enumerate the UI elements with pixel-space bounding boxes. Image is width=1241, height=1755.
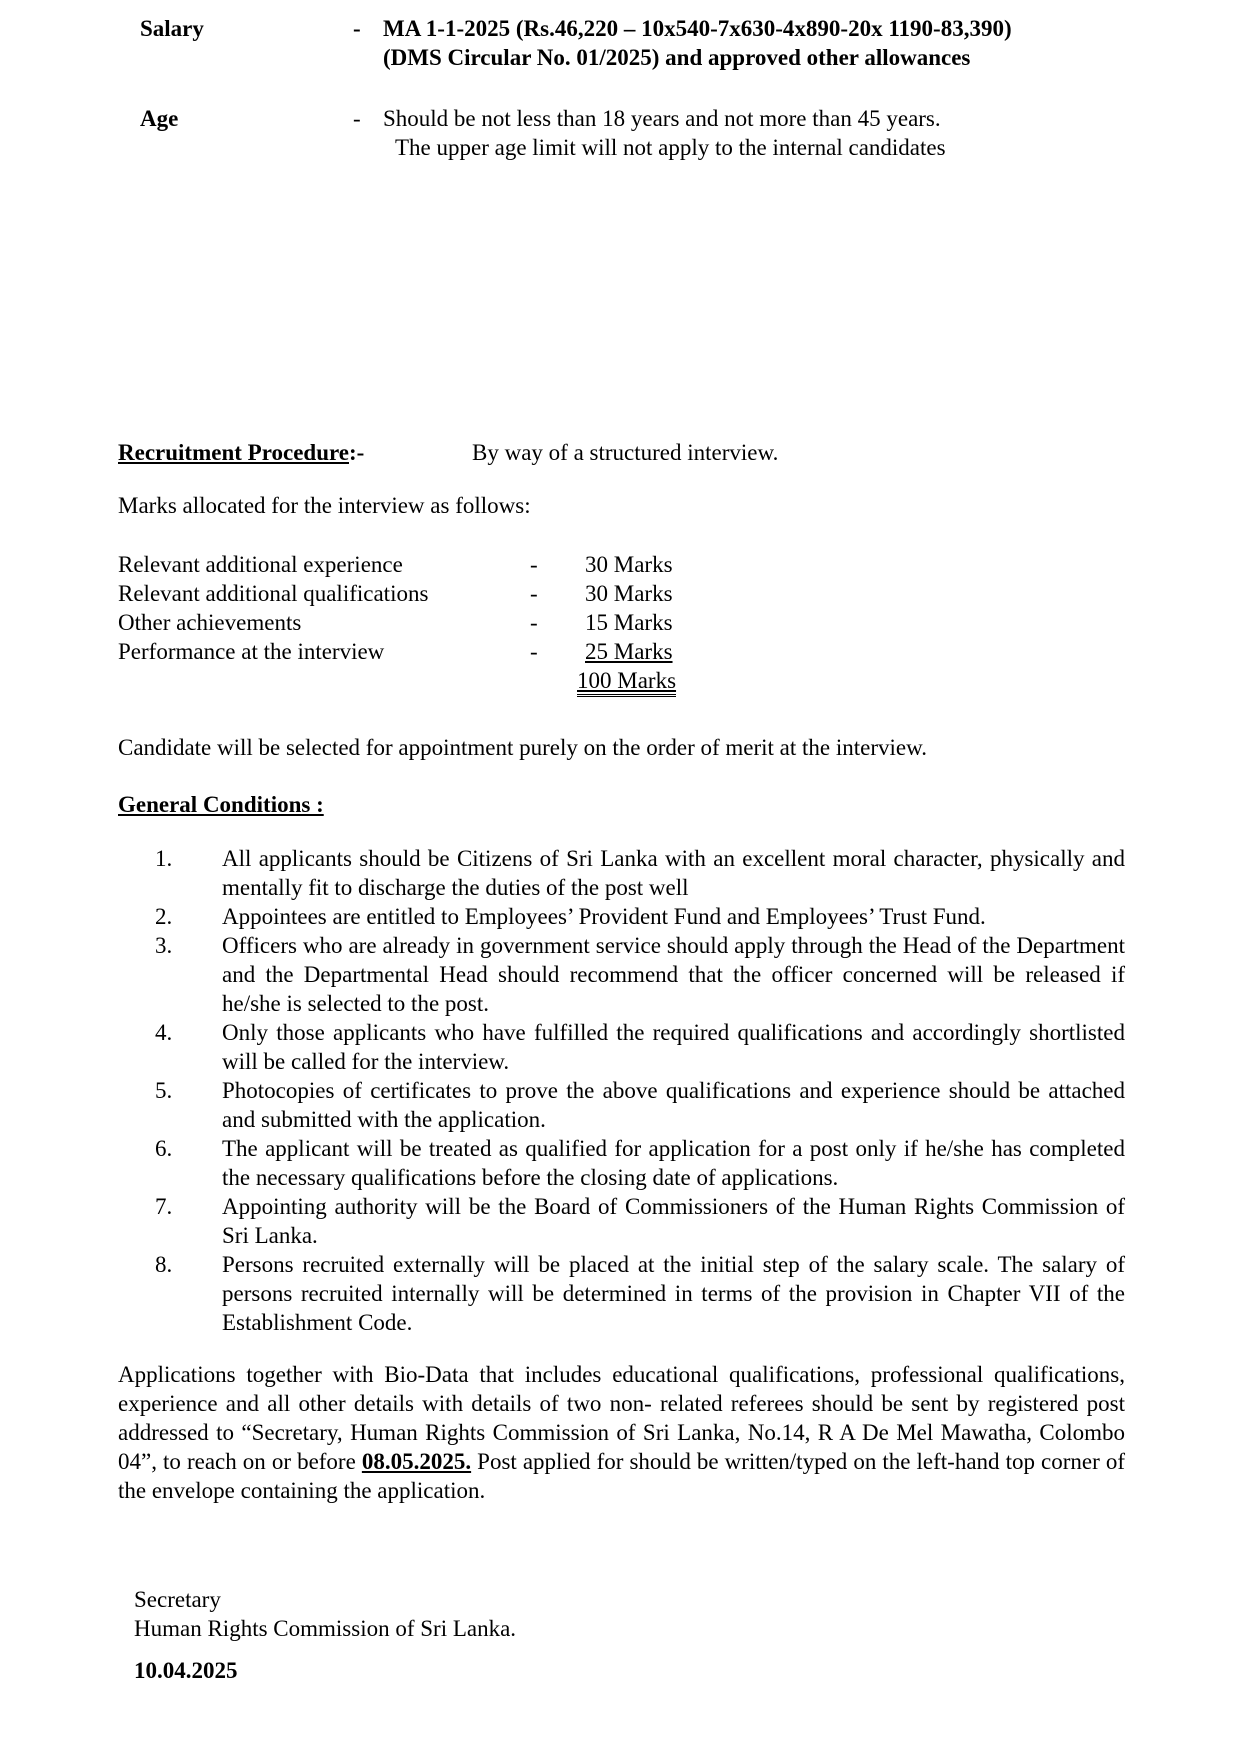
condition-text: Officers who are already in government service should apply through the Head of the Department and the Departmental Head should recommend that the officer concerned will be released if he/she is selected to the post. <box>222 933 1125 1016</box>
marks-row <box>118 608 1125 637</box>
condition-number: 6. <box>155 1136 173 1161</box>
recruitment-procedure-heading-text: Recruitment Procedure <box>118 440 349 465</box>
condition-item <box>118 1192 1125 1250</box>
age-separator: - <box>353 106 361 131</box>
age-value-line1: Should be not less than 18 years and not more than 45 years. <box>383 106 941 131</box>
general-conditions-list <box>118 844 1125 1337</box>
selection-note: Candidate will be selected for appointment purely on the order of merit at the interview. <box>118 735 927 760</box>
condition-item <box>118 931 1125 1018</box>
signature-organization: Human Rights Commission of Sri Lanka. <box>134 1616 517 1641</box>
interview-method: By way of a structured interview. <box>472 440 779 465</box>
signature-block <box>118 1585 1125 1643</box>
closing-text-after-date: Post applied for should be written/typed on the left-hand top corner of the envelope containing the application. <box>118 1449 1125 1503</box>
closing-paragraph <box>118 1360 1125 1505</box>
condition-number: 5. <box>155 1078 173 1103</box>
salary-label: Salary <box>140 16 204 41</box>
marks-row <box>118 550 1125 579</box>
signature-name: Secretary <box>134 1587 221 1612</box>
condition-text: Only those applicants who have fulfilled the required qualifications and accordingly shortlisted will be called for the interview. <box>222 1020 1125 1074</box>
marks-row-label: Performance at the interview <box>118 639 385 664</box>
marks-table <box>118 550 1125 697</box>
age-value-line2: The upper age limit will not apply to the internal candidates <box>395 135 946 160</box>
general-conditions-heading <box>118 790 1125 819</box>
condition-text: Appointing authority will be the Board of Commissioners of the Human Rights Commission of Sri Lanka. <box>222 1194 1125 1248</box>
marks-row-separator: - <box>530 581 538 606</box>
condition-number: 8. <box>155 1252 173 1277</box>
marks-row-label: Relevant additional experience <box>118 552 403 577</box>
condition-number: 2. <box>155 904 173 929</box>
condition-text: Appointees are entitled to Employees’ Provident Fund and Employees’ Trust Fund. <box>222 904 986 929</box>
salary-row <box>118 14 1125 72</box>
condition-number: 3. <box>155 933 173 958</box>
marks-row-value: 25 Marks <box>585 639 673 664</box>
marks-row <box>118 637 1125 666</box>
marks-row-value: 15 Marks <box>585 610 673 635</box>
condition-number: 1. <box>155 846 173 871</box>
age-value <box>383 104 1125 162</box>
condition-item <box>118 902 1125 931</box>
marks-row-label: Relevant additional qualifications <box>118 581 429 606</box>
age-row <box>118 104 1125 162</box>
condition-text: Persons recruited externally will be placed at the initial step of the salary scale. The salary of persons recruited internally will be determined in terms of the provision in Chapter VII of the Establishment Code. <box>222 1252 1125 1335</box>
condition-number: 4. <box>155 1020 173 1045</box>
recruitment-procedure-row <box>118 438 1125 467</box>
marks-total-row <box>118 666 1125 697</box>
condition-item <box>118 1134 1125 1192</box>
recruitment-procedure-heading-suffix: :- <box>349 440 365 465</box>
salary-value <box>383 14 1125 72</box>
condition-item <box>118 1076 1125 1134</box>
marks-row-value: 30 Marks <box>585 552 673 577</box>
marks-row-separator: - <box>530 639 538 664</box>
recruitment-procedure-heading <box>118 438 472 467</box>
condition-item <box>118 1018 1125 1076</box>
condition-item <box>118 1250 1125 1337</box>
condition-text: Photocopies of certificates to prove the above qualifications and experience should be attached and submitted with the application. <box>222 1078 1125 1132</box>
closing-text-before-date: Applications together with Bio-Data that includes educational qualifications, professional qualifications, experience and all other details with details of two non- related referees should be sent by registered post addressed to “Secretary, Human Rights Commission of Sri Lanka, No.14, R A De Mel Mawatha, Colombo 04”, to reach on or before <box>118 1362 1125 1474</box>
condition-number: 7. <box>155 1194 173 1219</box>
marks-intro: Marks allocated for the interview as follows: <box>118 493 531 518</box>
marks-row-value: 30 Marks <box>585 581 673 606</box>
condition-item <box>118 844 1125 902</box>
marks-row-label: Other achievements <box>118 610 302 635</box>
salary-value-line1: MA 1-1-2025 (Rs.46,220 – 10x540-7x630-4x890-20x 1190-83,390) <box>383 16 1012 41</box>
condition-text: All applicants should be Citizens of Sri Lanka with an excellent moral character, physically and mentally fit to discharge the duties of the post well <box>222 846 1125 900</box>
salary-value-line2: (DMS Circular No. 01/2025) and approved other allowances <box>383 45 971 70</box>
marks-total: 100 Marks <box>577 668 676 697</box>
marks-row-separator: - <box>530 552 538 577</box>
document-date: 10.04.2025 <box>134 1658 238 1683</box>
condition-text: The applicant will be treated as qualified for application for a post only if he/she has completed the necessary qualifications before the closing date of applications. <box>222 1136 1125 1190</box>
general-conditions-heading-text: General Conditions : <box>118 792 324 817</box>
marks-row <box>118 579 1125 608</box>
age-label: Age <box>140 106 179 131</box>
deadline-date: 08.05.2025. <box>361 1449 472 1474</box>
marks-row-separator: - <box>530 610 538 635</box>
salary-separator: - <box>353 16 361 41</box>
